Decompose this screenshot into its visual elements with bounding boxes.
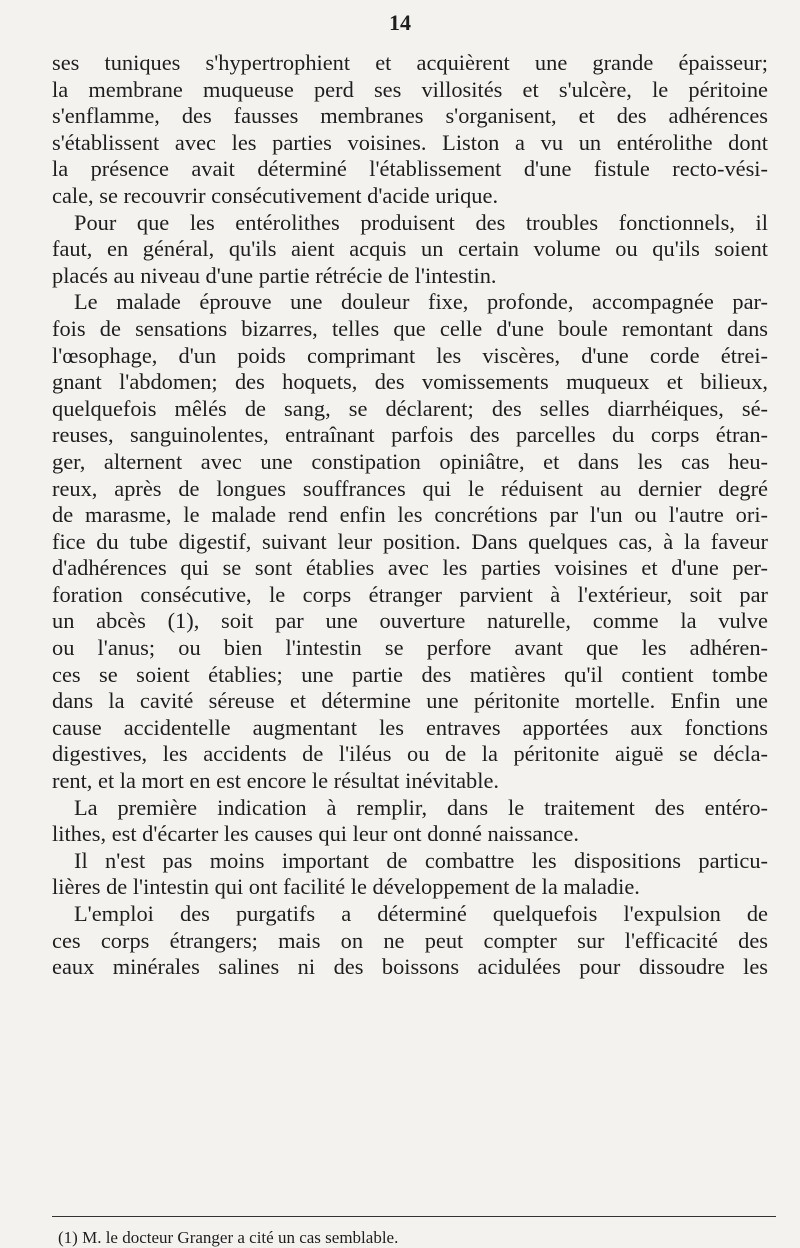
text-line: s'enflamme, des fausses membranes s'organisent, et des adhérences [52, 103, 768, 129]
text-line: rent, et la mort en est encore le résultat inévitable. [52, 768, 500, 794]
text-line: lithes, est d'écarter les causes qui leur ont donné naissance. [52, 821, 579, 847]
text-line: la présence avait déterminé l'établissement d'une fistule recto-vési- [52, 156, 768, 182]
page-number: 14 [389, 10, 411, 35]
text-line: digestives, les accidents de l'iléus ou de la péritonite aiguë se décla- [52, 741, 768, 767]
text-line: d'adhérences qui se sont établies avec les parties voisines et d'une per- [52, 555, 768, 581]
text-line: foration consécutive, le corps étranger parvient à l'extérieur, soit par [52, 581, 768, 607]
text-line: s'établissent avec les parties voisines. Liston a vu un entérolithe dont [52, 129, 768, 155]
text-line: L'emploi des purgatifs a déterminé quelquefois l'expulsion de [74, 901, 768, 926]
text-line: lières de l'intestin qui ont facilité le développement de la maladie. [52, 874, 640, 900]
text-line: eaux minérales salines ni des boissons acidulées pour dissoudre les [52, 954, 768, 980]
text-line: reux, après de longues souffrances qui le réduisent au dernier degré [52, 475, 768, 501]
text-line: Il n'est pas moins important de combattre les dispositions particu- [74, 847, 768, 873]
text-line: l'œsophage, d'un poids comprimant les viscères, d'une corde étrei- [52, 342, 768, 368]
footnote: (1) M. le docteur Granger a cité un cas semblable. [58, 1228, 399, 1247]
text-line: fice du tube digestif, suivant leur position. Dans quelques cas, à la faveur [52, 528, 768, 554]
text-line: quelquefois mêlés de sang, se déclarent; des selles diarrhéiques, sé- [52, 395, 768, 421]
text-line: gnant l'abdomen; des hoquets, des vomissements muqueux et bilieux, [52, 369, 768, 395]
text-line: La première indication à remplir, dans le traitement des entéro- [74, 794, 768, 820]
text-line: de marasme, le malade rend enfin les concrétions par l'un ou l'autre ori- [52, 502, 768, 528]
footnote-rule [52, 1216, 776, 1217]
text-line: Le malade éprouve une douleur fixe, profonde, accompagnée par- [74, 289, 768, 315]
text-line: un abcès (1), soit par une ouverture naturelle, comme la vulve [52, 608, 768, 634]
text-line: cale, se recouvrir consécutivement d'acide urique. [52, 182, 499, 208]
text-line: cause accidentelle augmentant les entraves apportées aux fonctions [52, 714, 768, 740]
text-line: faut, en général, qu'ils aient acquis un certain volume ou qu'ils soient [52, 236, 768, 262]
text-line: ces corps étrangers; mais on ne peut compter sur l'efficacité des [52, 927, 768, 953]
text-line: fois de sensations bizarres, telles que celle d'une boule remontant dans [52, 315, 768, 341]
text-line: ou l'anus; ou bien l'intestin se perfore avant que les adhéren- [52, 635, 768, 661]
text-line: la membrane muqueuse perd ses villosités et s'ulcère, le péritoine [52, 76, 768, 102]
text-line: Pour que les entérolithes produisent des troubles fonctionnels, il [74, 209, 768, 235]
text-line: reuses, sanguinolentes, entraînant parfois des parcelles du corps étran- [52, 422, 768, 448]
text-line: placés au niveau d'une partie rétrécie de l'intestin. [52, 262, 497, 288]
body-text [52, 50, 768, 981]
text-line: dans la cavité séreuse et détermine une péritonite mortelle. Enfin une [52, 688, 768, 714]
text-line: ger, alternent avec une constipation opiniâtre, et dans les cas heu- [52, 448, 768, 474]
text-line: ces se soient établies; une partie des matières qu'il contient tombe [52, 661, 768, 687]
text-line: ses tuniques s'hypertrophient et acquièrent une grande épaisseur; [52, 50, 768, 75]
